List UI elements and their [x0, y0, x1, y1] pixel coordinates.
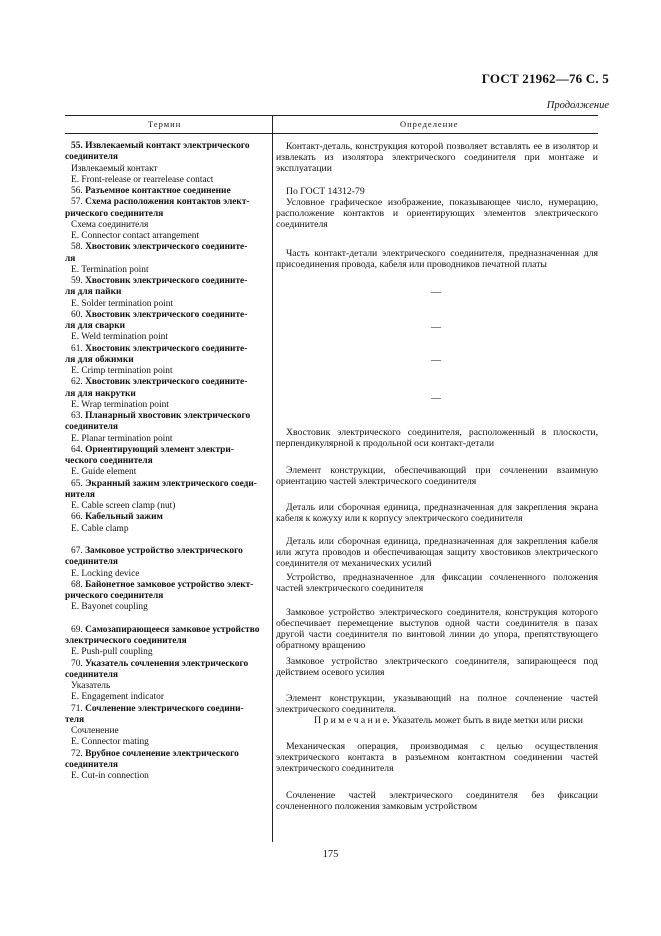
definition-paragraph — [276, 693, 598, 715]
term-bold: Хвостовик электрического соедините- — [85, 276, 248, 286]
term-bold: Байонетное замковое устройство элект- — [85, 579, 254, 590]
term-line — [65, 231, 267, 242]
term-line — [65, 265, 267, 276]
term-line — [65, 704, 267, 715]
term-text: 67. — [71, 546, 86, 556]
term-text: E. Planar termination point — [71, 433, 173, 444]
dash-62: — — [431, 393, 441, 404]
document-header-title: ГОСТ 21962—76 С. 5 — [481, 71, 609, 86]
term-line — [65, 580, 267, 591]
definition-paragraph — [276, 248, 598, 270]
term-text: E. Solder termination point — [71, 298, 174, 309]
dash-61: — — [431, 355, 441, 366]
term-bold: соединителя — [65, 759, 118, 770]
term-text: E. Connector mating — [71, 737, 149, 748]
term-text: E. Connector contact arrangement — [71, 231, 200, 241]
term-line — [65, 602, 267, 613]
term-line — [65, 771, 267, 782]
definition-paragraph — [276, 790, 598, 812]
term-line — [65, 276, 267, 287]
term-bold: 55. Извлекаемый контакт электрического — [71, 141, 250, 151]
term-bold: рического соединителя — [65, 591, 164, 601]
term-bold: Схема расположения контактов элект- — [85, 197, 250, 208]
definition-paragraph — [276, 141, 598, 174]
term-line — [65, 355, 267, 366]
term-bold: Сочленение электрического соедини- — [85, 703, 244, 714]
term-line — [65, 456, 267, 467]
term-bold: электрического соединителя — [65, 636, 187, 646]
term-text: 58. — [71, 242, 86, 253]
term-line — [65, 332, 267, 343]
term-line — [65, 389, 267, 400]
term-line — [65, 479, 267, 490]
term-bold: ля для обжимки — [65, 354, 134, 365]
term-line — [65, 445, 267, 456]
definition-text: Элемент конструкции, обеспечивающий при сочленении взаимную ориентацию частей электрического соединителя — [276, 465, 598, 488]
definition-paragraph — [276, 607, 598, 651]
definition-text: Механическая операция, производимая с целью осуществления электрического контакта в разъемном контактном соединении частей электрического соединителя — [276, 741, 598, 775]
term-line — [65, 467, 267, 478]
term-text: E. Engagement indicator — [71, 692, 164, 703]
definition-paragraph — [276, 502, 598, 524]
term-line — [65, 175, 267, 186]
definition-text: Элемент конструкции, указывающий на полное сочленение частей электрического соединителя. — [276, 693, 598, 716]
term-text: 56. — [71, 186, 86, 196]
term-line — [65, 152, 267, 163]
definition-paragraph — [276, 536, 598, 569]
term-text: E. Wrap termination point — [71, 399, 169, 410]
definition-paragraph — [276, 656, 598, 678]
term-line — [65, 411, 267, 422]
term-text: E. Guide element — [71, 467, 137, 478]
term-line — [65, 377, 267, 388]
term-text: 65. — [71, 478, 86, 489]
definition-paragraph — [276, 427, 598, 449]
term-bold: соединителя — [65, 152, 118, 163]
term-line — [65, 220, 267, 231]
term-bold: Хвостовик электрического соедините- — [85, 377, 248, 388]
term-line — [65, 209, 267, 220]
definition-text: Сочленение частей электрического соединителя без фиксации сочлененного положения замковым устройством — [276, 790, 598, 813]
terms-column — [65, 141, 267, 782]
term-line — [65, 737, 267, 748]
term-line — [65, 670, 267, 681]
definition-text: Часть контакт-детали электрического соединителя, предназначенная для присоединения провода, кабеля или проводников печатной платы — [276, 248, 598, 271]
term-line — [65, 749, 267, 760]
term-line — [65, 659, 267, 670]
term-text: 72. — [71, 748, 86, 759]
term-bold: соединителя — [65, 557, 118, 568]
term-bold: ля для сварки — [65, 321, 126, 331]
term-line — [65, 625, 267, 636]
continuation-label: Продолжение — [546, 100, 609, 111]
term-bold: Самозапирающееся замковое устройство — [85, 624, 260, 635]
term-line — [65, 636, 267, 647]
definition-text: По ГОСТ 14312-79 — [286, 186, 365, 197]
term-bold: теля — [65, 714, 85, 725]
term-text: 62. — [71, 377, 86, 388]
term-bold: Кабельный зажим — [85, 512, 163, 523]
term-bold: ческого соединителя — [65, 456, 153, 466]
term-bold: ля для накрутки — [65, 388, 136, 399]
definition-text: Условное графическое изображение, показывающее число, нумерацию, расположение контактов и ориентирующих элементов электрического соединителя — [276, 197, 598, 231]
term-text: 71. — [71, 703, 86, 714]
term-text: E. Locking device — [71, 568, 140, 579]
term-line — [65, 614, 267, 625]
definition-text: Деталь или сборочная единица, предназначенная для закрепления экрана кабеля к кожуху или к корпусу электрического соединителя — [276, 502, 598, 525]
term-line — [65, 287, 267, 298]
term-line — [65, 512, 267, 523]
term-line — [65, 434, 267, 445]
definition-paragraph — [276, 741, 598, 774]
term-line — [65, 535, 267, 546]
term-bold: Хвостовик электрического соедините- — [85, 309, 248, 320]
term-line — [65, 242, 267, 253]
term-line — [65, 524, 267, 535]
term-text: 70. — [71, 658, 86, 669]
column-header-term: Термин — [148, 119, 182, 129]
definition-paragraph — [276, 186, 598, 197]
term-line — [65, 726, 267, 737]
term-line — [65, 569, 267, 580]
term-bold: Планарный хвостовик электрического — [85, 411, 251, 421]
definition-text: Замковое устройство электрического соединителя, запирающееся под действием осевого усилия — [276, 656, 598, 679]
page-number: 175 — [322, 849, 339, 860]
term-line — [65, 310, 267, 321]
term-line — [65, 715, 267, 726]
term-line — [65, 681, 267, 692]
term-line — [65, 546, 267, 557]
definition-text: Хвостовик электрического соединителя, расположенный в плоскости, перпендикулярной к продольной оси контакт-детали — [276, 427, 598, 450]
term-text: E. Cable screen clamp (nut) — [71, 501, 176, 511]
term-bold: Хвостовик электрического соедините- — [85, 343, 248, 354]
term-text: E. Push-pull coupling — [71, 647, 153, 658]
term-text: E. Cable clamp — [71, 523, 129, 534]
term-text: E. Crimp termination point — [71, 366, 173, 376]
table-header-rule — [65, 133, 598, 134]
term-text: 69. — [71, 624, 86, 635]
definition-text: Деталь или сборочная единица, предназначенная для закрепления кабеля или жгута проводов и обеспечивающая защиту хвостовиков электрического соединителя от механических усилий — [276, 536, 598, 570]
term-text: E. Weld termination point — [71, 332, 168, 343]
note-label: П р и м е ч а н и е. — [314, 715, 390, 726]
term-bold: нителя — [65, 489, 95, 500]
term-line — [65, 490, 267, 501]
term-text: 66. — [71, 512, 86, 523]
definition-paragraph — [276, 197, 598, 230]
term-text: 61. — [71, 343, 86, 354]
term-bold: соединителя — [65, 669, 118, 680]
term-bold: Экранный зажим электрического соеди- — [85, 478, 257, 489]
term-bold: Хвостовик электрического соедините- — [85, 242, 248, 253]
term-text: Указатель — [71, 681, 111, 691]
term-line — [65, 760, 267, 771]
term-bold: рического соединителя — [65, 208, 164, 219]
term-text: E. Cut-in connection — [71, 771, 149, 781]
term-text: 57. — [71, 197, 86, 208]
term-text: E. Bayonet coupling — [71, 602, 148, 613]
term-line — [65, 647, 267, 658]
term-line — [65, 501, 267, 512]
term-bold: Врубное сочленение электрического — [85, 748, 239, 759]
term-bold: Указатель сочленения электрического — [85, 658, 249, 669]
term-line — [65, 141, 267, 152]
definition-text: Замковое устройство электрического соединителя, конструкция которого обеспечивает перемещение выступов одной части соединителя в пазах другой части соединителя по винтовой линии до упора, препятствующего обратному вращению — [276, 607, 598, 652]
term-text: 64. — [71, 444, 86, 455]
term-bold: ля — [65, 253, 76, 264]
term-bold: ля для пайки — [65, 287, 122, 298]
term-line — [65, 299, 267, 310]
term-line — [65, 164, 267, 175]
term-line — [65, 321, 267, 332]
term-line — [65, 186, 267, 197]
term-text: Извлекаемый контакт — [71, 163, 158, 174]
term-line — [65, 422, 267, 433]
term-line — [65, 366, 267, 377]
term-bold: Замковое устройство электрического — [85, 546, 243, 556]
term-text: 63. — [71, 411, 86, 421]
term-line — [65, 254, 267, 265]
term-text: Схема соединителя — [71, 219, 149, 230]
table-top-rule — [65, 115, 598, 116]
term-text: 68. — [71, 579, 86, 590]
term-text: E. Termination point — [71, 264, 149, 275]
term-bold: Ориентирующий элемент электри- — [85, 444, 234, 455]
definition-text: Устройство, предназначенное для фиксации сочлененного положения частей электрического соединителя — [276, 572, 598, 595]
dash-59: — — [431, 287, 441, 298]
term-line — [65, 344, 267, 355]
term-text: 59. — [71, 276, 86, 286]
term-text: Сочленение — [71, 726, 119, 736]
dash-60: — — [431, 322, 441, 333]
note-paragraph — [276, 715, 598, 726]
term-bold: Разъемное контактное соединение — [85, 186, 231, 196]
term-line — [65, 591, 267, 602]
term-line — [65, 197, 267, 208]
column-header-definition: Определение — [400, 119, 459, 129]
definition-paragraph — [276, 572, 598, 594]
term-line — [65, 692, 267, 703]
table-column-divider — [272, 115, 273, 842]
term-text: 60. — [71, 309, 86, 320]
term-line — [65, 400, 267, 411]
definition-text: Контакт-деталь, конструкция которой позволяет вставлять ее в изолятор и извлекать из изолятора электрического соединителя при монтаже и эксплуатации — [276, 141, 598, 175]
note-text: Указатель может быть в виде метки или риски — [389, 715, 583, 726]
term-line — [65, 557, 267, 568]
term-bold: соединителя — [65, 422, 118, 433]
term-text: E. Front-release or rearrelease contact — [71, 174, 214, 185]
definition-paragraph — [276, 465, 598, 487]
